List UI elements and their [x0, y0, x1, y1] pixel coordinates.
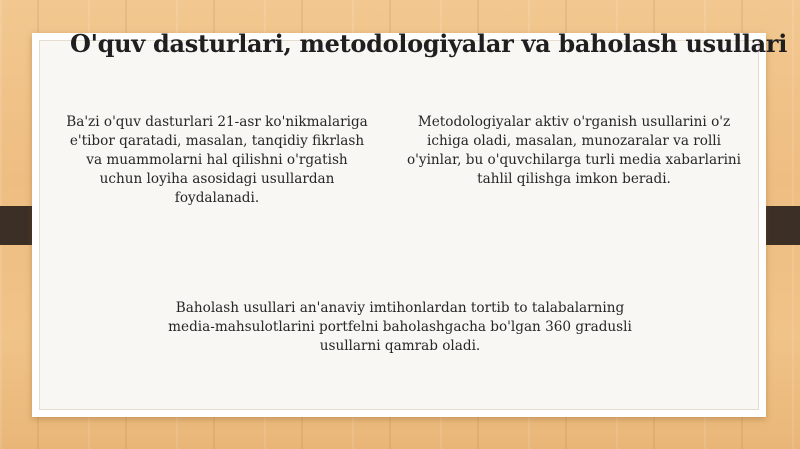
text-line: va muammolarni hal qilishni o'rgatish: [86, 152, 348, 168]
text-line: e'tibor qaratadi, masalan, tanqidiy fikrlash: [69, 133, 365, 149]
text-line: usullarni qamrab oladi.: [319, 338, 481, 354]
left-text-block: [58, 113, 376, 208]
text-line: Metodologiyalar aktiv o'rganish usullarini o'z: [417, 114, 731, 130]
text-line: tahlil qilishga imkon beradi.: [477, 171, 671, 187]
bottom-text-block: [150, 299, 650, 356]
text-line: ichiga oladi, masalan, munozaralar va rolli: [427, 133, 721, 149]
right-text-block: [397, 113, 751, 189]
text-line: o'yinlar, bu o'quvchilarga turli media xabarlarini: [406, 152, 742, 168]
text-line: Ba'zi o'quv dasturlari 21-asr ko'nikmalariga: [66, 114, 368, 130]
text-line: media-mahsulotlarini portfelni baholashgacha bo'lgan 360 gradusli: [168, 319, 632, 335]
slide-title: O'quv dasturlari, metodologiyalar va baholash usullari: [70, 29, 788, 58]
slide-card: [32, 33, 766, 417]
text-line: foydalanadi.: [174, 190, 260, 206]
text-line: Baholash usullari an'anaviy imtihonlardan tortib to talabalarning: [175, 300, 625, 316]
text-line: uchun loyiha asosidagi usullardan: [99, 171, 335, 187]
